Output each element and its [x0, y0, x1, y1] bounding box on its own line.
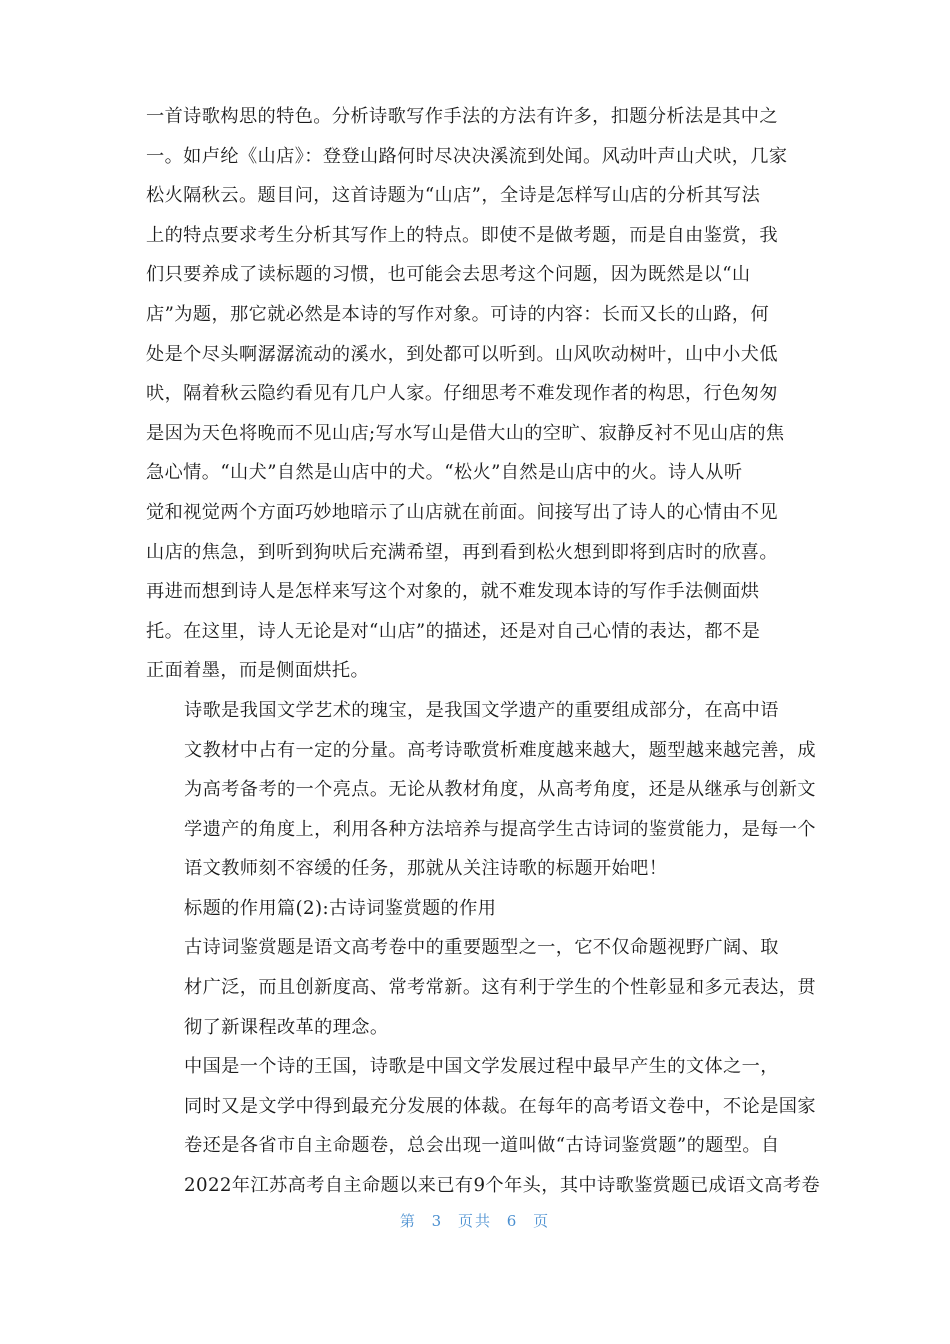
text-line: 们只要养成了读标题的习惯，也可能会去思考这个问题，因为既然是以“山 [146, 264, 751, 286]
text-line: 正面着墨，而是侧面烘托。 [146, 660, 370, 682]
text-line: 松火隔秋云。题目问，这首诗题为“山店”，全诗是怎样写山店的分析其写法 [146, 185, 761, 207]
text-line: 是因为天色将晚而不见山店;写水写山是借大山的空旷、寂静反衬不见山店的焦 [146, 422, 785, 444]
text-line: 语文教师刻不容缓的任务，那就从关注诗歌的标题开始吧！ [184, 858, 668, 880]
text-line: 托。在这里，诗人无论是对“山店”的描述，还是对自己心情的表达，都不是 [146, 620, 761, 642]
text-line: 处是个尽头啊潺潺流动的溪水，到处都可以听到。山风吹动树叶，山中小犬低 [146, 343, 778, 365]
text-line: 上的特点要求考生分析其写作上的特点。即使不是做考题，而是自由鉴赏，我 [146, 224, 778, 246]
text-line: 学遗产的角度上，利用各种方法培养与提高学生古诗词的鉴赏能力，是每一个 [184, 818, 816, 840]
document-body [146, 97, 821, 1206]
text-line: 卷还是各省市自主命题卷，总会出现一道叫做“古诗词鉴赏题”的题型。自 [184, 1135, 780, 1157]
text-line: 同时又是文学中得到最充分发展的体裁。在每年的高考语文卷中，不论是国家 [184, 1095, 816, 1117]
paragraph-2 [146, 691, 816, 889]
text-line: 山店的焦急，到听到狗吠后充满希望，再到看到松火想到即将到店时的欣喜。 [146, 541, 778, 563]
text-line: 觉和视觉两个方面巧妙地暗示了山店就在前面。间接写出了诗人的心情由不见 [146, 501, 778, 523]
text-line: 彻了新课程改革的理念。 [184, 1016, 389, 1038]
text-line: 为高考备考的一个亮点。无论从教材角度，从高考角度，还是从继承与创新文 [184, 779, 816, 801]
text-line: 材广泛，而且创新度高、常考常新。这有利于学生的个性彰显和多元表达，贯 [184, 977, 816, 999]
paragraph-1 [146, 97, 806, 691]
text-line: 再进而想到诗人是怎样来写这个对象的，就不难发现本诗的写作手法侧面烘 [146, 581, 760, 603]
text-line: 诗歌是我国文学艺术的瑰宝，是我国文学遗产的重要组成部分，在高中语 [184, 699, 779, 721]
text-line: 2022年江苏高考自主命题以来已有9个年头，其中诗歌鉴赏题已成语文高考卷 [184, 1175, 821, 1197]
text-line: 一首诗歌构思的特色。分析诗歌写作手法的方法有许多，扣题分析法是其中之 [146, 106, 778, 127]
paragraph-3 [146, 928, 816, 1047]
text-line: 急心情。“山犬”自然是山店中的犬。“松火”自然是山店中的火。诗人从听 [146, 462, 743, 484]
text-line: 标题的作用篇(2):古诗词鉴赏题的作用 [184, 897, 497, 919]
section-heading [146, 889, 806, 929]
page-number-footer: 第 3 页共 6 页 [399, 1212, 551, 1230]
text-line: 文教材中占有一定的分量。高考诗歌赏析难度越来越大，题型越来越完善，成 [184, 739, 816, 761]
text-line: 中国是一个诗的王国，诗歌是中国文学发展过程中最早产生的文体之一， [184, 1056, 779, 1078]
text-line: 吠，隔着秋云隐约看见有几户人家。仔细思考不难发现作者的构思，行色匆匆 [146, 383, 778, 405]
text-line: 古诗词鉴赏题是语文高考卷中的重要题型之一，它不仅命题视野广阔、取 [184, 937, 779, 959]
text-line: 店”为题，那它就必然是本诗的写作对象。可诗的内容：长而又长的山路，何 [146, 303, 770, 325]
paragraph-4 [146, 1047, 821, 1205]
text-line: 一。如卢纶《山店》：登登山路何时尽决决溪流到处闻。风动叶声山犬吠，几家 [146, 145, 788, 167]
